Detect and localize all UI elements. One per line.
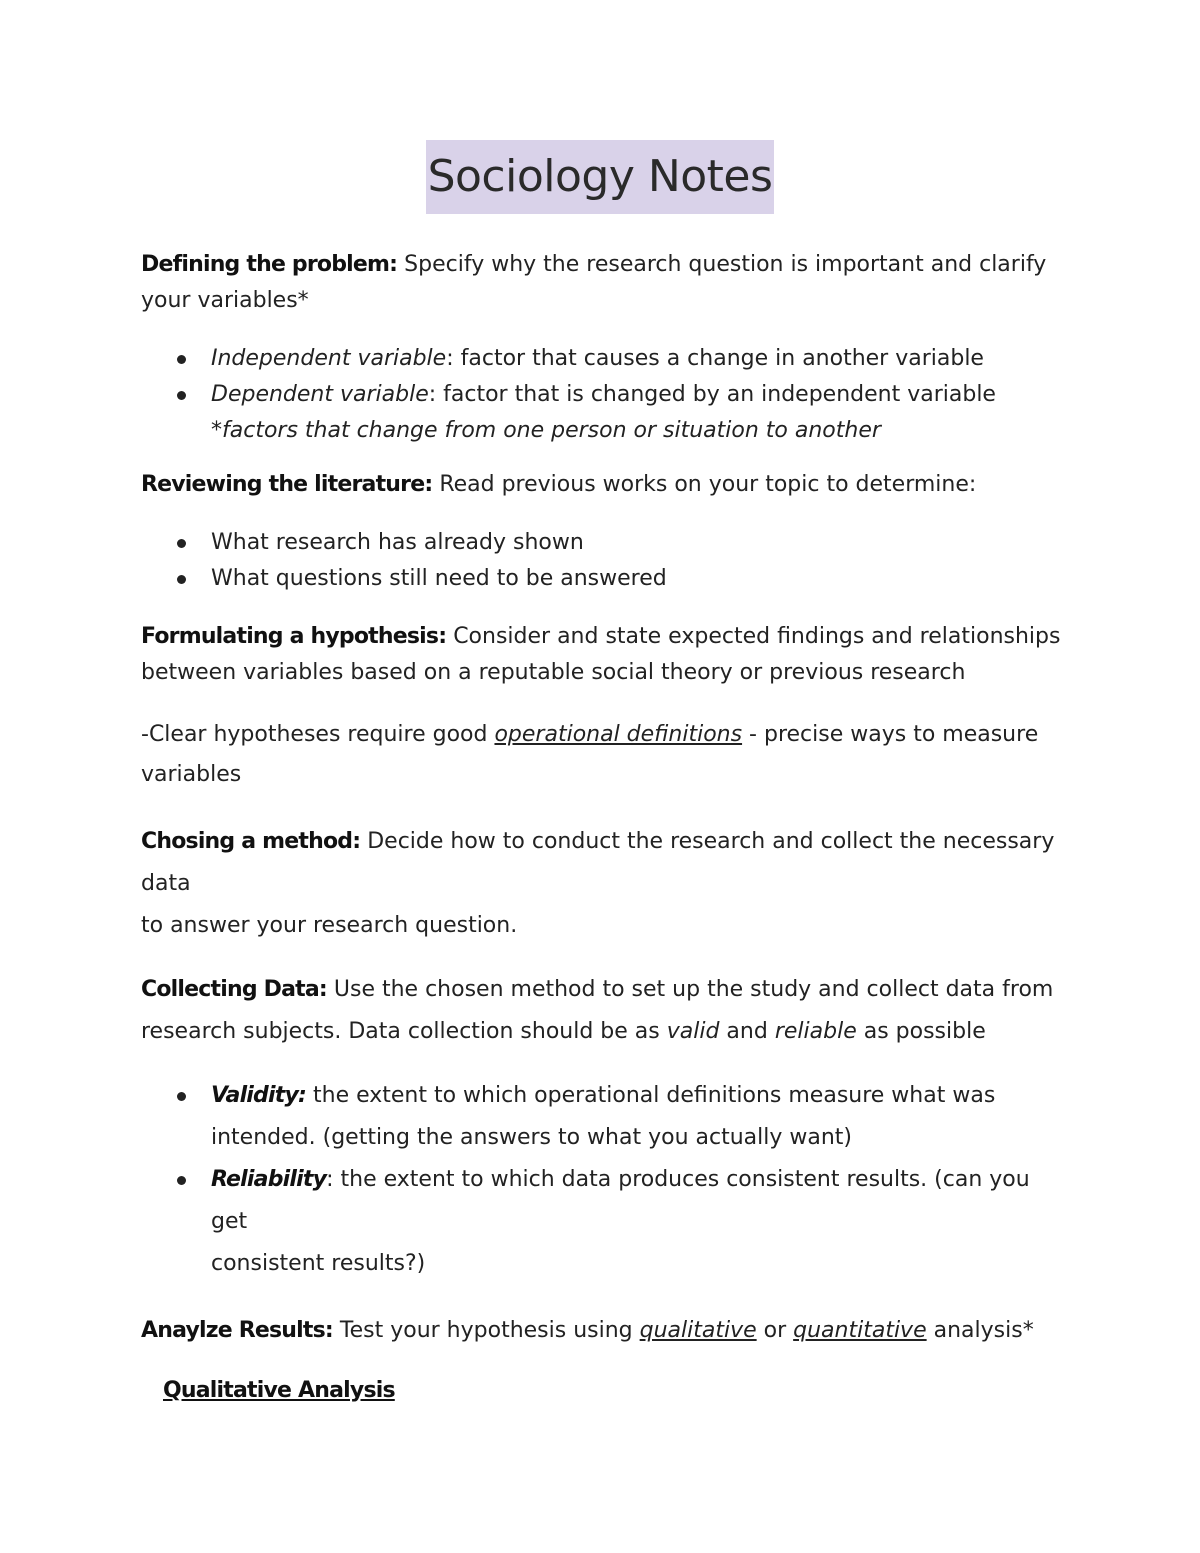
validity-line2: intended. (getting the answers to what you actually want) xyxy=(211,1125,852,1150)
bullet-text: factor that is changed by an independent variable xyxy=(436,382,996,407)
formulating-text-line1: Consider and state expected findings and relationships xyxy=(446,624,1061,649)
bullet-term: Dependent variable xyxy=(211,382,429,407)
reviewing-bullet-list xyxy=(141,525,1061,597)
choosing-text-line1: Decide how to conduct the research and collect the necessary data xyxy=(141,829,1055,896)
defining-bullet-list xyxy=(141,341,1061,449)
collecting-bullet-list xyxy=(141,1075,1061,1285)
quantitative-term: quantitative xyxy=(793,1318,927,1343)
formulating-text-line2: between variables based on a reputable social theory or previous research xyxy=(141,660,966,685)
bullet-icon xyxy=(177,1176,186,1185)
validity-line1: the extent to which operational definitions measure what was xyxy=(306,1083,996,1108)
collecting-label: Collecting Data: xyxy=(141,977,327,1002)
validity-term: Validity: xyxy=(211,1083,306,1108)
note-prefix: -Clear hypotheses require good xyxy=(141,722,495,747)
analyze-paragraph xyxy=(141,1311,1061,1351)
reliability-term: Reliability xyxy=(211,1167,327,1192)
list-item xyxy=(211,561,1061,597)
bullet-sep: : xyxy=(428,382,437,407)
choosing-label: Chosing a method: xyxy=(141,829,361,854)
bullet-text: What questions still need to be answered xyxy=(211,566,667,591)
list-item xyxy=(211,1159,1061,1285)
or-text: or xyxy=(756,1318,794,1343)
choosing-text-line2: to answer your research question. xyxy=(141,913,518,938)
reliability-line1: : the extent to which data produces consistent results. (can you get xyxy=(211,1167,1030,1234)
note-line2: variables xyxy=(141,762,242,787)
analyze-text-prefix: Test your hypothesis using xyxy=(332,1318,640,1343)
bullet-icon xyxy=(177,391,186,400)
formulating-paragraph xyxy=(141,619,1061,691)
formulating-label: Formulating a hypothesis: xyxy=(141,624,447,649)
bullet-icon xyxy=(177,355,186,364)
bullet-term: Independent variable xyxy=(211,346,447,371)
bullet-text: What research has already shown xyxy=(211,530,584,555)
collecting-text-line1: Use the chosen method to set up the study and collect data from xyxy=(326,977,1054,1002)
bullet-icon xyxy=(177,575,186,584)
list-item xyxy=(211,341,1061,377)
list-item xyxy=(211,377,1061,449)
qualitative-term: qualitative xyxy=(639,1318,757,1343)
qualitative-analysis-heading: Qualitative Analysis xyxy=(163,1378,395,1403)
bullet-icon xyxy=(177,539,186,548)
qualitative-subheading-paragraph xyxy=(141,1371,1061,1411)
collecting-paragraph xyxy=(141,969,1061,1053)
list-item xyxy=(211,525,1061,561)
defining-text-line2: your variables* xyxy=(141,288,309,313)
choosing-paragraph xyxy=(141,821,1061,947)
operational-definitions-term: operational definitions xyxy=(494,722,743,747)
defining-label: Defining the problem: xyxy=(141,252,398,277)
collecting-text-line2-prefix: research subjects. Data collection should be as xyxy=(141,1019,667,1044)
reviewing-text: Read previous works on your topic to determine: xyxy=(432,472,977,497)
and-text: and xyxy=(719,1019,775,1044)
analyze-text-suffix: analysis* xyxy=(926,1318,1034,1343)
hypothesis-note-paragraph xyxy=(141,715,1061,795)
reliability-line2: consistent results?) xyxy=(211,1251,426,1276)
footnote: *factors that change from one person or situation to another xyxy=(211,418,881,443)
bullet-icon xyxy=(177,1092,186,1101)
defining-paragraph xyxy=(141,247,1061,319)
bullet-sep: : xyxy=(446,346,454,371)
note-suffix: - precise ways to measure xyxy=(742,722,1039,747)
defining-text-line1: Specify why the research question is important and clarify xyxy=(397,252,1047,277)
reliable-term: reliable xyxy=(774,1019,857,1044)
analyze-label: Anaylze Results: xyxy=(141,1318,333,1343)
list-item xyxy=(211,1075,1061,1159)
title-wrap xyxy=(0,140,1200,214)
collecting-text-line2-suffix: as possible xyxy=(856,1019,986,1044)
valid-term: valid xyxy=(666,1019,720,1044)
notes-content xyxy=(141,247,1061,1411)
reviewing-label: Reviewing the literature: xyxy=(141,472,433,497)
reviewing-paragraph xyxy=(141,467,1061,503)
page-title: Sociology Notes xyxy=(426,140,775,214)
bullet-text: factor that causes a change in another variable xyxy=(453,346,984,371)
